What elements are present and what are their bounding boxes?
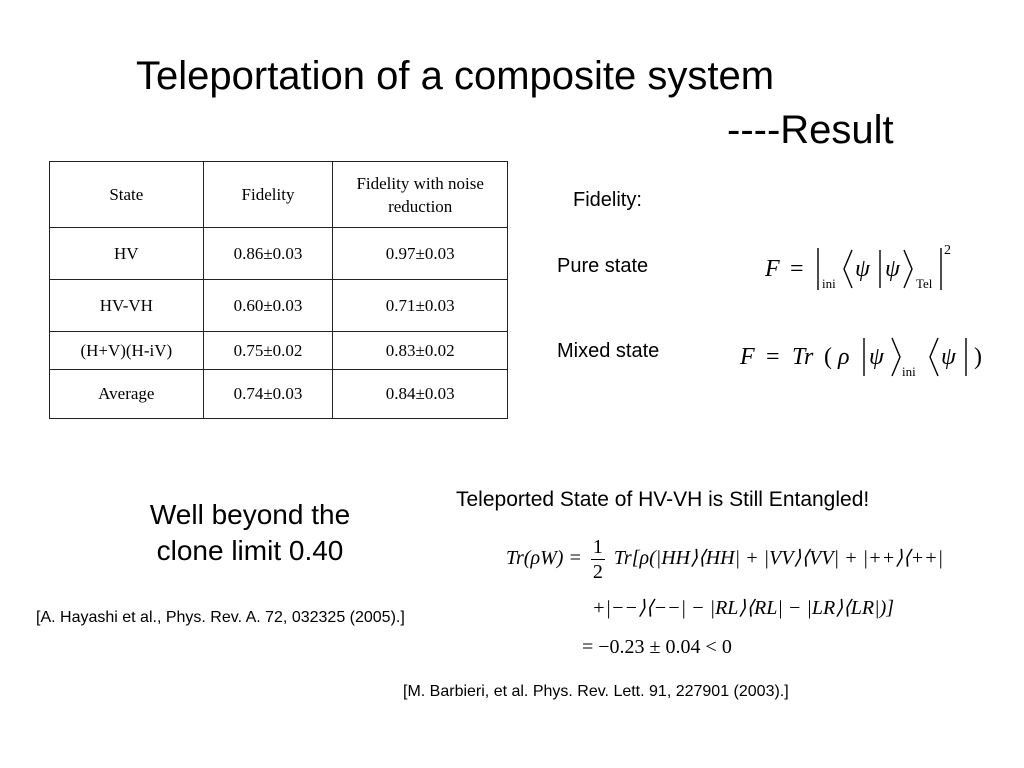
formula-lhs: F [765,256,780,282]
witness-rhs-line-1: Tr[ρ(|HH⟩⟨HH| + |VV⟩⟨VV| + |++⟩⟨++| [613,547,944,569]
mixed-state-label: Mixed state [557,340,660,362]
witness-rhs-line-2: +|−−⟩⟨−−| − |RL⟩⟨RL| − |LR⟩⟨LR|)] [592,597,895,619]
formula-sub-ini: ini [822,276,836,291]
formula-psi: ψ [869,344,884,370]
cell-fidelity-nr: 0.83±0.02 [333,332,508,370]
cell-state: Average [50,370,204,419]
cell-fidelity: 0.75±0.02 [203,332,333,370]
cell-fidelity-nr: 0.97±0.03 [333,228,508,280]
entangled-statement: Teleported State of HV-VH is Still Entangled! [456,488,870,511]
formula-sub-tel: Tel [916,276,933,291]
formula-psi: ψ [941,344,956,370]
table-row [50,228,508,280]
cell-fidelity-nr: 0.84±0.03 [333,370,508,419]
formula-equals: = [790,256,804,282]
table-header-row [50,162,508,228]
formula-equals: = [766,344,780,370]
table-row [50,332,508,370]
clone-line-2: clone limit 0.40 [156,535,344,566]
reference-hayashi: [A. Hayashi et al., Phys. Rev. A. 72, 032325 (2005).] [36,609,405,626]
slide-title: Teleportation of a composite system [136,54,775,98]
cell-state: HV-VH [50,280,204,332]
formula-trace: Tr [792,344,814,370]
cell-fidelity: 0.60±0.03 [203,280,333,332]
witness-formula-line-1 [506,533,943,584]
pure-state-formula [760,238,960,298]
cell-fidelity-nr: 0.71±0.03 [333,280,508,332]
table-row [50,370,508,419]
mixed-state-formula [736,326,986,386]
header-fidelity-noise-reduction: Fidelity with noise reduction [333,162,508,228]
clone-limit-statement [100,497,400,569]
cell-fidelity: 0.86±0.03 [203,228,333,280]
header-fidelity: Fidelity [203,162,333,228]
formula-exponent: 2 [944,243,951,258]
fidelity-table [49,161,508,419]
header-state: State [50,162,204,228]
fraction-numerator: 1 [592,535,603,558]
formula-psi: ψ [885,256,900,282]
witness-lhs: Tr(ρW) = [506,547,582,569]
pure-state-label: Pure state [557,255,649,277]
formula-lhs: F [740,344,755,370]
cell-state: HV [50,228,204,280]
formula-paren: ( [824,344,832,370]
cell-state: (H+V)(H-iV) [50,332,204,370]
fraction-one-half [591,535,605,584]
witness-result: = −0.23 ± 0.04 < 0 [582,636,732,658]
table-row [50,280,508,332]
fraction-denominator: 2 [592,560,603,583]
reference-barbieri: [M. Barbieri, et al. Phys. Rev. Lett. 91, 227901 (2003).] [403,683,789,700]
formula-paren: ) [974,344,982,370]
clone-line-1: Well beyond the [149,499,351,530]
cell-fidelity: 0.74±0.03 [203,370,333,419]
formula-sub-ini: ini [902,364,916,379]
slide-subtitle: ----Result [727,108,894,152]
fidelity-heading: Fidelity: [573,189,642,211]
formula-psi: ψ [855,256,870,282]
formula-rho: ρ [838,344,850,370]
